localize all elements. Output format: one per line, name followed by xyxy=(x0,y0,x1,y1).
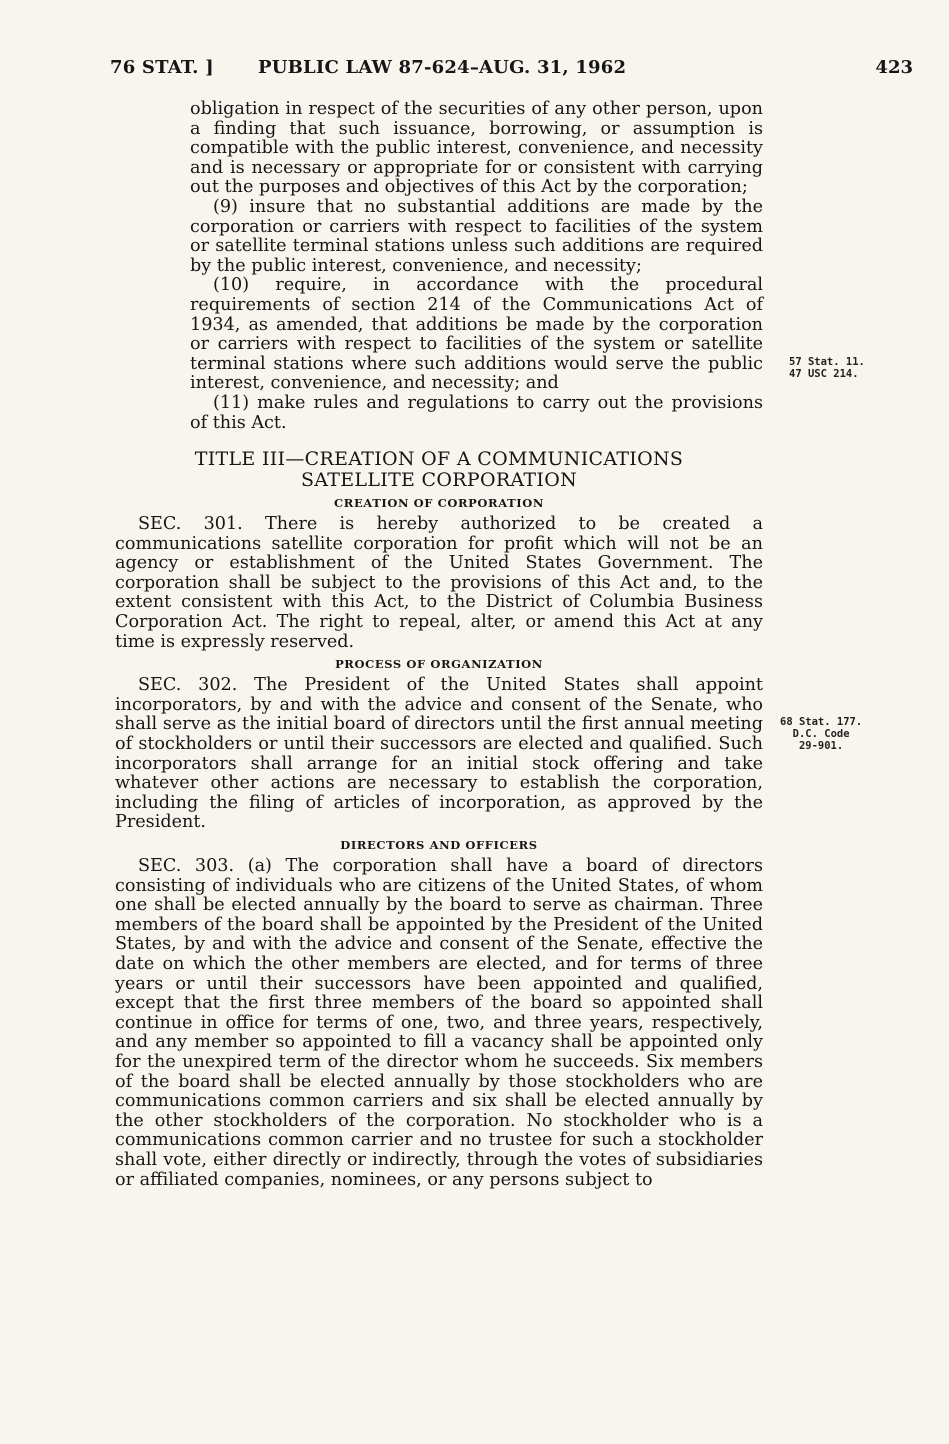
document-body xyxy=(115,100,763,1190)
margin-citation-1-line-2: 47 USC 214. xyxy=(789,368,859,380)
page-number: 423 xyxy=(875,57,913,78)
page-header xyxy=(110,57,913,83)
title-line-1: TITLE III—CREATION OF A COMMUNICATIONS xyxy=(194,448,684,471)
margin-citation-1 xyxy=(789,356,865,380)
margin-citation-2 xyxy=(780,716,862,752)
margin-citation-2-line-1: 68 Stat. 177. xyxy=(780,716,863,728)
margin-citation-1-line-1: 57 Stat. 11. xyxy=(789,356,865,368)
section-302: SEC. 302. The President of the United States shall appoint incorporators, by and with the advice and consent of the Senate, who shall serve as the initial board of directors until the first annual meeting of stockholders or until their successors are elected and qualified. Such incorporators shall arrange for an initial stock offering and take whatever other actions are necessary to establish the corporation, including the filing of articles of incorporation, as approved by the President. xyxy=(115,675,763,833)
law-title: PUBLIC LAW 87-624–AUG. 31, 1962 xyxy=(258,57,627,78)
paragraph-item-10: (10) require, in accordance with the procedural requirements of section 214 of the Communications Act of 1934, as amended, that additions be made by the corporation or carriers with respect to facilities of the system or satellite terminal stations where such additions would serve the public interest, convenience, and necessity; and xyxy=(190,275,763,394)
section-301: SEC. 301. There is hereby authorized to be created a communications satellite corporation for profit which will not be an agency or establishment of the United States Government. The corporation shall be subject to the provisions of this Act and, to the extent consistent with this Act, to the District of Columbia Business Corporation Act. The right to repeal, alter, or amend this Act at any time is expressly reserved. xyxy=(115,514,763,652)
section-heading-302: PROCESS OF ORGANIZATION xyxy=(335,657,543,672)
paragraph-item-9: (9) insure that no substantial additions are made by the corporation or carriers with respect to facilities of the system or satellite terminal stations unless such additions are required by the public interest, convenience, and necessity; xyxy=(190,196,763,276)
statute-volume: 76 STAT. ] xyxy=(110,57,214,78)
title-line-2: SATELLITE CORPORATION xyxy=(300,469,577,492)
section-heading-301: CREATION OF CORPORATION xyxy=(334,496,544,511)
section-303: SEC. 303. (a) The corporation shall have a board of directors consisting of individuals who are citizens of the United States, of whom one shall be elected annually by the board to serve as chairman. Three members of the board shall be appointed by the President of the United States, by and with the advice and consent of the Senate, effective the date on which the other members are elected, and for terms of three years or until their successors have been appointed and qualified, except that the first three members of the board so appointed shall continue in office for terms of one, two, and three years, respectively, and any member so appointed to fill a vacancy shall be appointed only for the unexpired term of the director whom he succeeds. Six members of the board shall be elected annually by those stockholders who are communications common carriers and six shall be elected annually by the other stockholders of the corporation. No stockholder who is a communications common carrier and no trustee for such a stockholder shall vote, either directly or indirectly, through the votes of subsidiaries or affiliated companies, nominees, or any persons subject to xyxy=(115,856,763,1190)
section-heading-303: DIRECTORS AND OFFICERS xyxy=(340,838,538,852)
title-heading xyxy=(115,449,763,491)
margin-citation-2-line-3: 29-901. xyxy=(798,740,844,752)
paragraph-item-11: (11) make rules and regulations to carry out the provisions of this Act. xyxy=(190,392,763,433)
paragraph-continuation: obligation in respect of the securities of any other person, upon a finding that such issuance, borrowing, or assumption is compatible with the public interest, convenience, and necessity and is necessary or appropriate for or consistent with carrying out the purposes and objectives of this Act by the corporation; xyxy=(190,99,763,198)
margin-citation-2-line-2: D.C. Code xyxy=(792,728,850,740)
